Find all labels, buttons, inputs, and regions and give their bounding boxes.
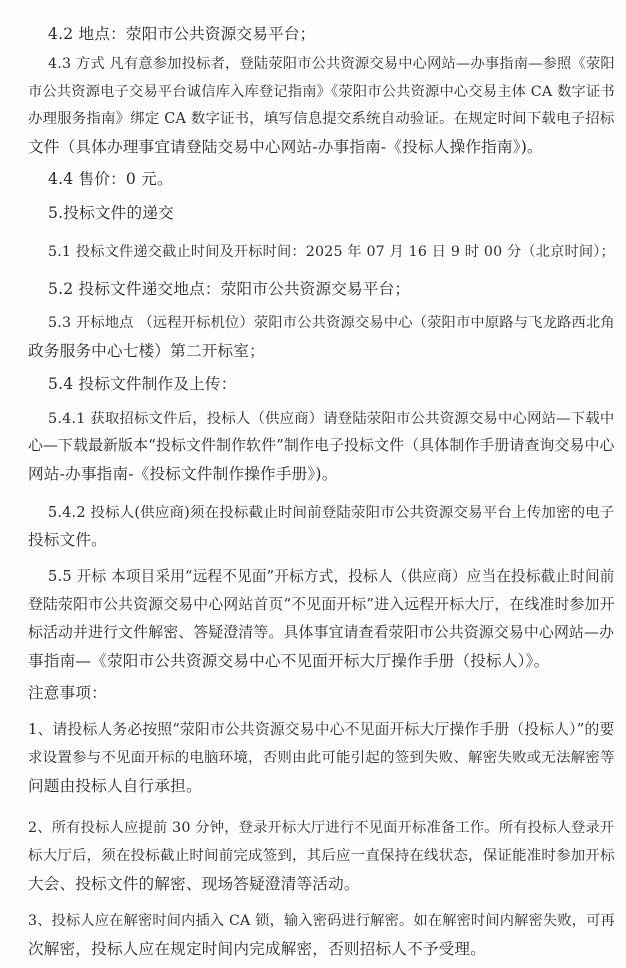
line-5-2-location: 5.2 投标文件递交地点：荥阳市公共资源交易平台；	[48, 280, 411, 298]
notes-heading: 注意事项：	[28, 684, 107, 702]
line-4-3-method-cont-3: 文件（具体办理事宜请登陆交易中心网站-办事指南-《投标人操作指南》)。	[28, 138, 543, 156]
note-3-cont: 次解密，投标人应在规定时间内完成解密，否则招标人不予受理。	[28, 940, 487, 958]
line-5-3-opening-place-cont: 政务服务中心七楼）第二开标室；	[28, 342, 265, 360]
line-4-4-price: 4.4 售价：0 元。	[48, 170, 173, 188]
line-4-3-method: 4.3 方式 凡有意参加投标者，登陆荥阳市公共资源交易中心网站—办事指南—参照《荥阳	[48, 56, 615, 72]
line-5-5-opening-cont-2: 标活动并进行文件解密、答疑澄清等。具体事宜请查看荥阳市公共资源交易中心网站—办	[28, 624, 615, 641]
line-5-5-opening-cont-1: 登陆荥阳市公共资源交易中心网站首页“不见面开标”进入远程开标大厅，在线准时参加开	[28, 596, 615, 613]
note-1-cont-2: 问题由投标人自行承担。	[28, 777, 202, 795]
line-5-5-opening-cont-3: 事指南—《荥阳市公共资源交易中心不见面开标大厅操作手册（投标人）》。	[28, 652, 550, 670]
line-5-1-deadline: 5.1 投标文件递交截止时间及开标时间：2025 年 07 月 16 日 9 时 00 分（北京时间）；	[48, 244, 615, 260]
line-4-3-method-cont-1: 市公共资源电子交易平台诚信库入库登记指南》《荥阳市公共资源中心交易主体 CA 数字证书	[28, 84, 615, 100]
note-1-cont-1: 求设置参与不见面开标的电脑环境，否则由此可能引起的签到失败、解密失败或无法解密等	[28, 750, 615, 766]
note-3: 3、投标人应在解密时间内插入 CA 锁，输入密码进行解密。如在解密时间内解密失败，可再	[28, 913, 615, 929]
line-5-3-opening-place: 5.3 开标地点 （远程开标机位）荥阳市公共资源交易中心（荥阳市中原路与飞龙路西北角	[48, 315, 615, 331]
line-5-4-2: 5.4.2 投标人(供应商)须在投标截止时间前登陆荥阳市公共资源交易平台上传加密的电子	[48, 505, 615, 521]
line-5-4-1-cont-2: 网站-办事指南-《投标文件制作操作手册》)。	[28, 465, 338, 483]
note-2-cont-2: 大会、投标文件的解密、现场答疑澄清等活动。	[28, 875, 360, 893]
note-2: 2、所有投标人应提前 30 分钟，登录开标大厅进行不见面开标准备工作。所有投标人登录开	[28, 820, 615, 836]
line-5-4-1: 5.4.1 获取招标文件后，投标人（供应商）请登陆荥阳市公共资源交易中心网站—下载中	[48, 411, 615, 427]
note-1: 1、请投标人务必按照“荥阳市公共资源交易中心不见面开标大厅操作手册（投标人）”的要	[28, 721, 615, 738]
line-4-2-location: 4.2 地点：荥阳市公共资源交易平台；	[48, 25, 316, 43]
note-2-cont-1: 标大厅后，须在投标截止时间前完成签到，其后应一直保持在线状态，保证能准时参加开标	[28, 848, 615, 864]
line-5-4-2-cont: 投标文件。	[28, 531, 107, 549]
line-5-4-upload: 5.4 投标文件制作及上传：	[48, 375, 237, 393]
section-5-heading: 5.投标文件的递交	[48, 204, 174, 222]
line-5-5-opening: 5.5 开标 本项目采用“远程不见面”开标方式，投标人（供应商）应当在投标截止时间前	[48, 568, 615, 585]
line-4-3-method-cont-2: 办理服务指南》绑定 CA 数字证书，填写信息提交系统自动验证。在规定时间下载电子招标	[28, 111, 615, 127]
line-5-4-1-cont-1: 心—下载最新版本“投标文件制作软件”制作电子投标文件（具体制作手册请查询交易中心	[28, 437, 615, 454]
